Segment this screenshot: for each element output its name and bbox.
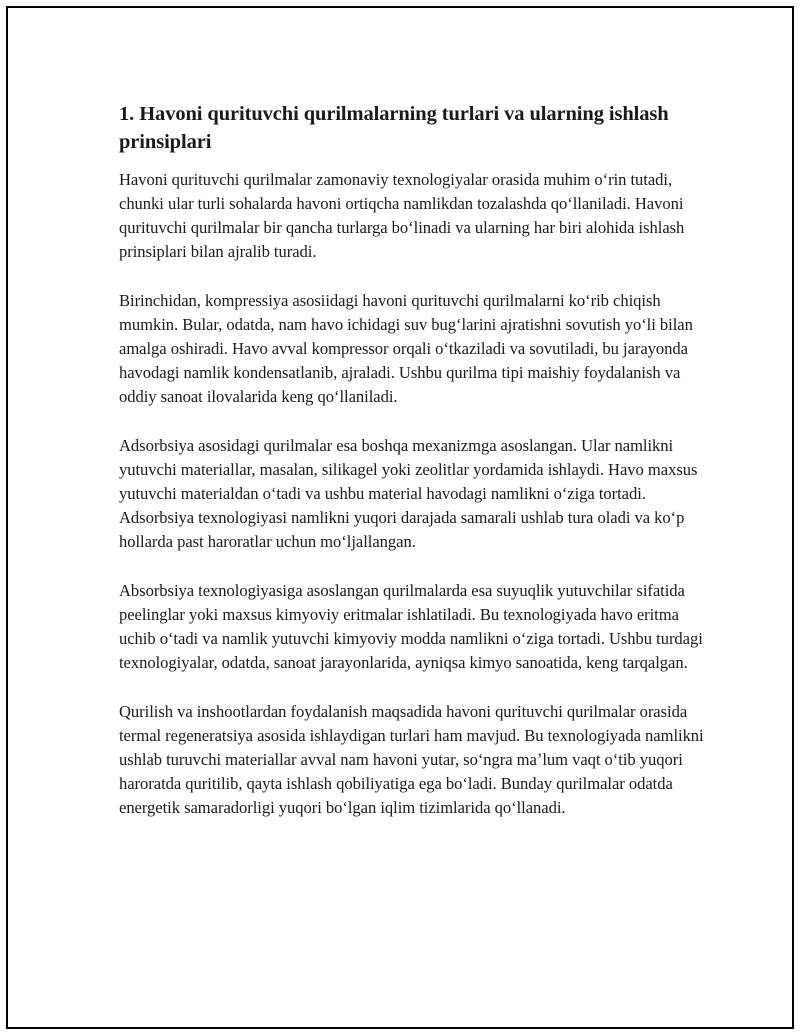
paragraph-thermal-regeneration: Qurilish va inshootlardan foydalanish maqsadida havoni qurituvchi qurilmalar orasida termal regeneratsiya asosida ishlaydigan turlari ham mavjud. Bu texnologiyada namlikni ushlab turuvchi materiallar avval nam havoni yutar, soʻngra maʼlum vaqt oʻtib yuqori haroratda quritilib, qayta ishlash qobiliyatiga ega boʻladi. Bunday qurilmalar odatda energetik samaradorligi yuqori boʻlgan iqlim tizimlarida qoʻllanadi. <box>119 701 704 818</box>
page-frame <box>6 6 794 1029</box>
paragraph-intro: Havoni qurituvchi qurilmalar zamonaviy texnologiyalar orasida muhim oʻrin tutadi, chunki ular turli sohalarda havoni ortiqcha namlikdan tozalashda qoʻllaniladi. Havoni qurituvchi qurilmalar bir qancha turlarga boʻlinadi va ularning har biri alohida ishlash prinsiplari bilan ajralib turadi. <box>119 170 685 262</box>
paragraph-adsorption: Adsorbsiya asosidagi qurilmalar esa boshqa mexanizmga asoslangan. Ular namlikni yutuvchi materiallar, masalan, silikagel yoki zeolitlar yordamida ishlaydi. Havo maxsus yutuvchi materialdan oʻtadi va ushbu material havodagi namlikni oʻziga tortadi. Adsorbsiya texnologiyasi namlikni yuqori darajada samarali ushlab tura oladi va koʻp hollarda past haroratlar uchun moʻljallangan. <box>119 435 698 552</box>
document-body <box>119 100 704 845</box>
document-title: 1. Havoni qurituvchi qurilmalarning turlari va ularning ishlash prinsiplari <box>119 103 669 153</box>
paragraph-compression: Birinchidan, kompressiya asosiidagi havoni qurituvchi qurilmalarni koʻrib chiqish mumkin. Bular, odatda, nam havo ichidagi suv bugʻlarini ajratishni sovutish yoʻli bilan amalga oshiradi. Havo avval kompressor orqali oʻtkaziladi va sovutiladi, bu jarayonda havodagi namlik kondensatlanib, ajraladi. Ushbu qurilma tipi maishiy foydalanish va oddiy sanoat ilovalarida keng qoʻllaniladi. <box>119 290 693 407</box>
paragraph-absorption: Absorbsiya texnologiyasiga asoslangan qurilmalarda esa suyuqlik yutuvchilar sifatida peelinglar yoki maxsus kimyoviy eritmalar ishlatiladi. Bu texnologiyada havo eritma uchib oʻtadi va namlik yutuvchi kimyoviy modda namlikni oʻziga tortadi. Ushbu turdagi texnologiyalar, odatda, sanoat jarayonlarida, ayniqsa kimyo sanoatida, keng tarqalgan. <box>119 580 703 673</box>
